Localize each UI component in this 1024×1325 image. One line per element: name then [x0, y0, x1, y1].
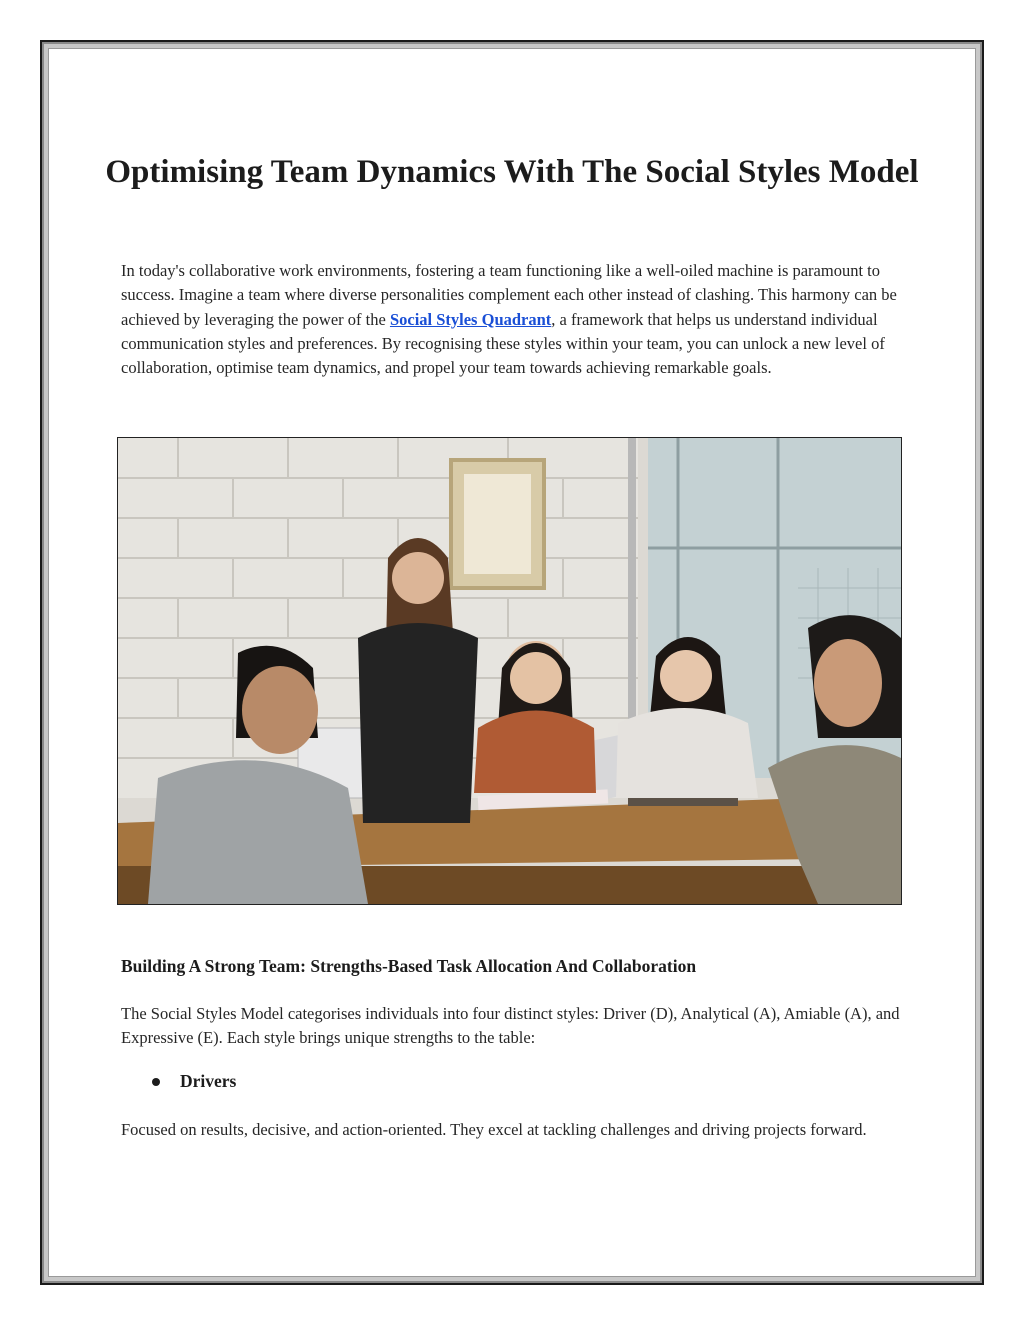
social-styles-quadrant-link[interactable]: Social Styles Quadrant — [389, 309, 552, 329]
section-heading: Building A Strong Team: Strengths-Based Task Allocation And Collaboration — [121, 956, 697, 976]
bullet-icon — [152, 1078, 160, 1086]
page-title: Optimising Team Dynamics With The Social Styles Model — [105, 154, 919, 190]
section-paragraph: The Social Styles Model categorises individuals into four distinct styles: Driver (D), Analytical (A), Amiable (A), and Expressive (E). Each style brings unique strengths to the table: — [121, 1004, 900, 1048]
intro-text-after-link: , a framework that helps us understand individual communication styles and preferences. By recognising these styles within your team, you can unlock a new level of collaboration, optimise team dynamics, and propel your team towards achieving remarkable goals. — [121, 309, 885, 378]
drivers-paragraph: Focused on results, decisive, and action-oriented. They excel at tackling challenges and driving projects forward. — [121, 1120, 867, 1139]
bullet-label: Drivers — [180, 1071, 237, 1091]
team-meeting-photo — [117, 437, 902, 905]
bullet-item-drivers — [152, 1071, 236, 1092]
intro-text-before-link: In today's collaborative work environments, fostering a team functioning like a well-oiled machine is paramount to success. Imagine a team where diverse personalities complement each other instead of clashing. This harmony can be achieved by leveraging the power of the — [121, 261, 897, 329]
intro-paragraph — [121, 259, 911, 380]
